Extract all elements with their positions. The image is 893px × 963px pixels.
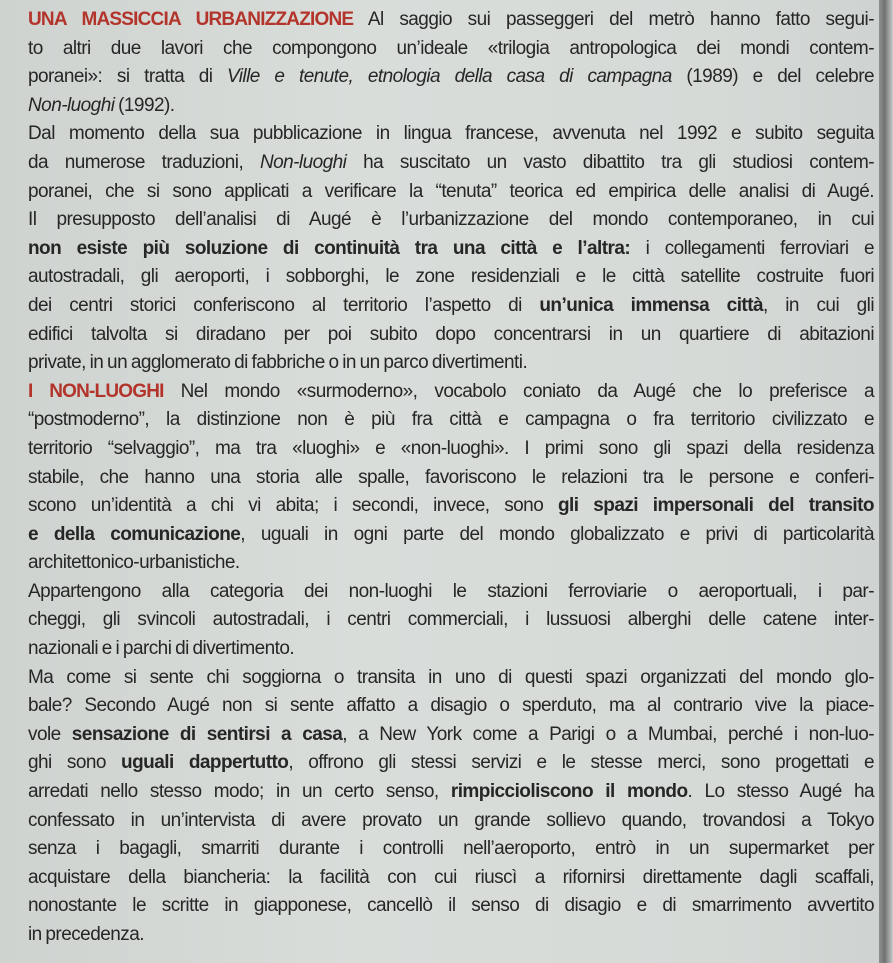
text-line — [28, 63, 874, 92]
body-text: Nel mondo «surmoderno», vocabolo coniato da Augé che lo preferisce a — [163, 380, 874, 402]
text-line — [28, 178, 874, 207]
text-line — [28, 778, 874, 807]
text-line — [28, 835, 874, 864]
text-line — [28, 664, 874, 693]
body-text: poranei»: si tratta di — [28, 66, 227, 88]
text-line — [28, 578, 874, 607]
document-page — [28, 6, 874, 950]
text-line — [28, 721, 874, 750]
body-text: territorio “selvaggio”, ma tra «luoghi» e «non-luoghi». I primi sono gli spazi della residenza — [28, 437, 874, 459]
text-line — [28, 378, 874, 407]
body-text: vole — [28, 723, 72, 745]
text-line — [28, 321, 874, 350]
body-text: Dal momento della sua pubblicazione in lingua francese, avvenuta nel 1992 e subito seguita — [28, 123, 874, 145]
text-line — [28, 921, 874, 950]
text-line — [28, 635, 874, 664]
body-text: dei centri storici conferiscono al territorio l’aspetto di — [28, 294, 540, 316]
text-line — [28, 892, 874, 921]
text-line — [28, 263, 874, 292]
bold-text: sensazione di sentirsi a casa — [71, 723, 343, 745]
body-text: Al saggio sui passeggeri del metrò hanno fatto segui- — [353, 9, 874, 30]
body-text: ghi sono — [28, 752, 122, 774]
body-text: . Lo stesso Augé ha — [687, 781, 874, 803]
body-text: acquistare della biancheria: la facilità con cui riuscì a rifornirsi direttamente dagli scaffali, — [28, 866, 874, 888]
body-text: architettonico-urbanistiche. — [28, 552, 240, 574]
body-text: edifici talvolta si diradano per poi subito dopo concentrarsi in un quartiere di abitazioni — [28, 323, 874, 345]
italic-title: Ville e tenute, etnologia della casa di campagna — [226, 66, 672, 88]
body-text: , uguali in ogni parte del mondo globalizzato e privi di particolarità — [240, 523, 874, 545]
body-text: da numerose traduzioni, — [28, 151, 260, 173]
body-text: i collegamenti ferroviari e — [630, 237, 875, 259]
bold-text: rimpiccioliscono il mondo — [450, 781, 688, 803]
section-heading: I NON-LUOGHI — [28, 380, 164, 402]
text-line — [28, 206, 874, 235]
italic-title: Non-luoghi — [259, 151, 347, 173]
text-line — [28, 549, 874, 578]
text-line — [28, 807, 874, 836]
body-text: ha suscitato un vasto dibattito tra gli studiosi contem- — [346, 151, 874, 173]
italic-title: Non-luoghi — [28, 94, 115, 116]
body-text: poranei, che si sono applicati a verificare la “tenuta” teorica ed empirica delle analisi di Augé. — [28, 180, 874, 202]
body-text: senza i bagagli, smarriti durante i controlli nell’aeroporto, entrò in un supermarket per — [28, 838, 874, 860]
text-line — [28, 749, 874, 778]
body-text: “postmoderno”, la distinzione non è più fra città e campagna o fra territorio civilizzato e — [28, 409, 874, 431]
text-line — [28, 521, 874, 550]
bold-text: gli spazi impersonali del transito — [557, 495, 874, 517]
text-line — [28, 692, 874, 721]
text-line — [28, 6, 874, 35]
body-text: , in cui gli — [763, 294, 875, 316]
body-text: nazionali e i parchi di divertimento. — [28, 638, 295, 660]
text-line — [28, 149, 874, 178]
text-line — [28, 464, 874, 493]
text-line — [28, 35, 874, 64]
bold-text: un’unica immensa città — [539, 294, 763, 316]
bold-text: uguali dappertutto — [121, 752, 289, 774]
body-text: private, in un agglomerato di fabbriche o in un parco divertimenti. — [28, 352, 528, 374]
body-text: confessato in un’intervista di avere provato un grande sollievo quando, trovandosi a Tokyo — [28, 809, 874, 831]
body-text: scono un’identità a chi vi abita; i secondi, invece, sono — [28, 495, 558, 517]
text-line — [28, 92, 874, 121]
body-text: arredati nello stesso modo; in un certo senso, — [28, 781, 451, 803]
body-text: (1989) e del celebre — [671, 66, 874, 88]
text-line — [28, 120, 874, 149]
text-line — [28, 606, 874, 635]
body-text: cheggi, gli svincoli autostradali, i centri commerciali, i lussuosi alberghi delle catene inter- — [28, 609, 874, 631]
body-text: , a New York come a Parigi o a Mumbai, perché i non-luo- — [342, 723, 874, 745]
text-line — [28, 292, 874, 321]
body-text: Ma come si sente chi soggiorna o transita in uno di questi spazi organizzati del mondo glo- — [28, 666, 874, 688]
bold-text: non esiste più soluzione di continuità tra una città e l’altra: — [28, 237, 631, 259]
body-text: Appartengono alla categoria dei non-luoghi le stazioni ferroviarie o aeroportuali, i par- — [28, 580, 874, 602]
text-line — [28, 406, 874, 435]
section-heading: UNA MASSICCIA URBANIZZAZIONE — [28, 9, 354, 30]
page-edge-shadow — [879, 0, 893, 963]
body-text: (1992). — [114, 94, 175, 116]
bold-text: e della comunicazione — [28, 523, 241, 545]
text-line — [28, 492, 874, 521]
body-text: in precedenza. — [28, 924, 144, 945]
body-text: nonostante le scritte in giapponese, cancellò il senso di disagio e di smarrimento avvertito — [28, 895, 874, 917]
text-line — [28, 435, 874, 464]
body-text: bale? Secondo Augé non si sente affatto a disagio o sperduto, ma al contrario vive la piace- — [28, 695, 874, 717]
text-line — [28, 349, 874, 378]
body-text: to altri due lavori che compongono un’ideale «trilogia antropologica dei mondi contem- — [28, 37, 874, 59]
text-line — [28, 864, 874, 893]
body-text: stabile, che hanno una storia alle spalle, favoriscono le relazioni tra le persone e conferi- — [28, 466, 874, 488]
body-text: autostradali, gli aeroporti, i sobborghi, le zone residenziali e le città satellite costruite fuori — [28, 266, 874, 288]
text-line — [28, 235, 874, 264]
body-text: , offrono gli stessi servizi e le stesse merci, sono progettati e — [288, 752, 874, 774]
body-text: Il presupposto dell’analisi di Augé è l’urbanizzazione del mondo contemporaneo, in cui — [28, 209, 874, 231]
